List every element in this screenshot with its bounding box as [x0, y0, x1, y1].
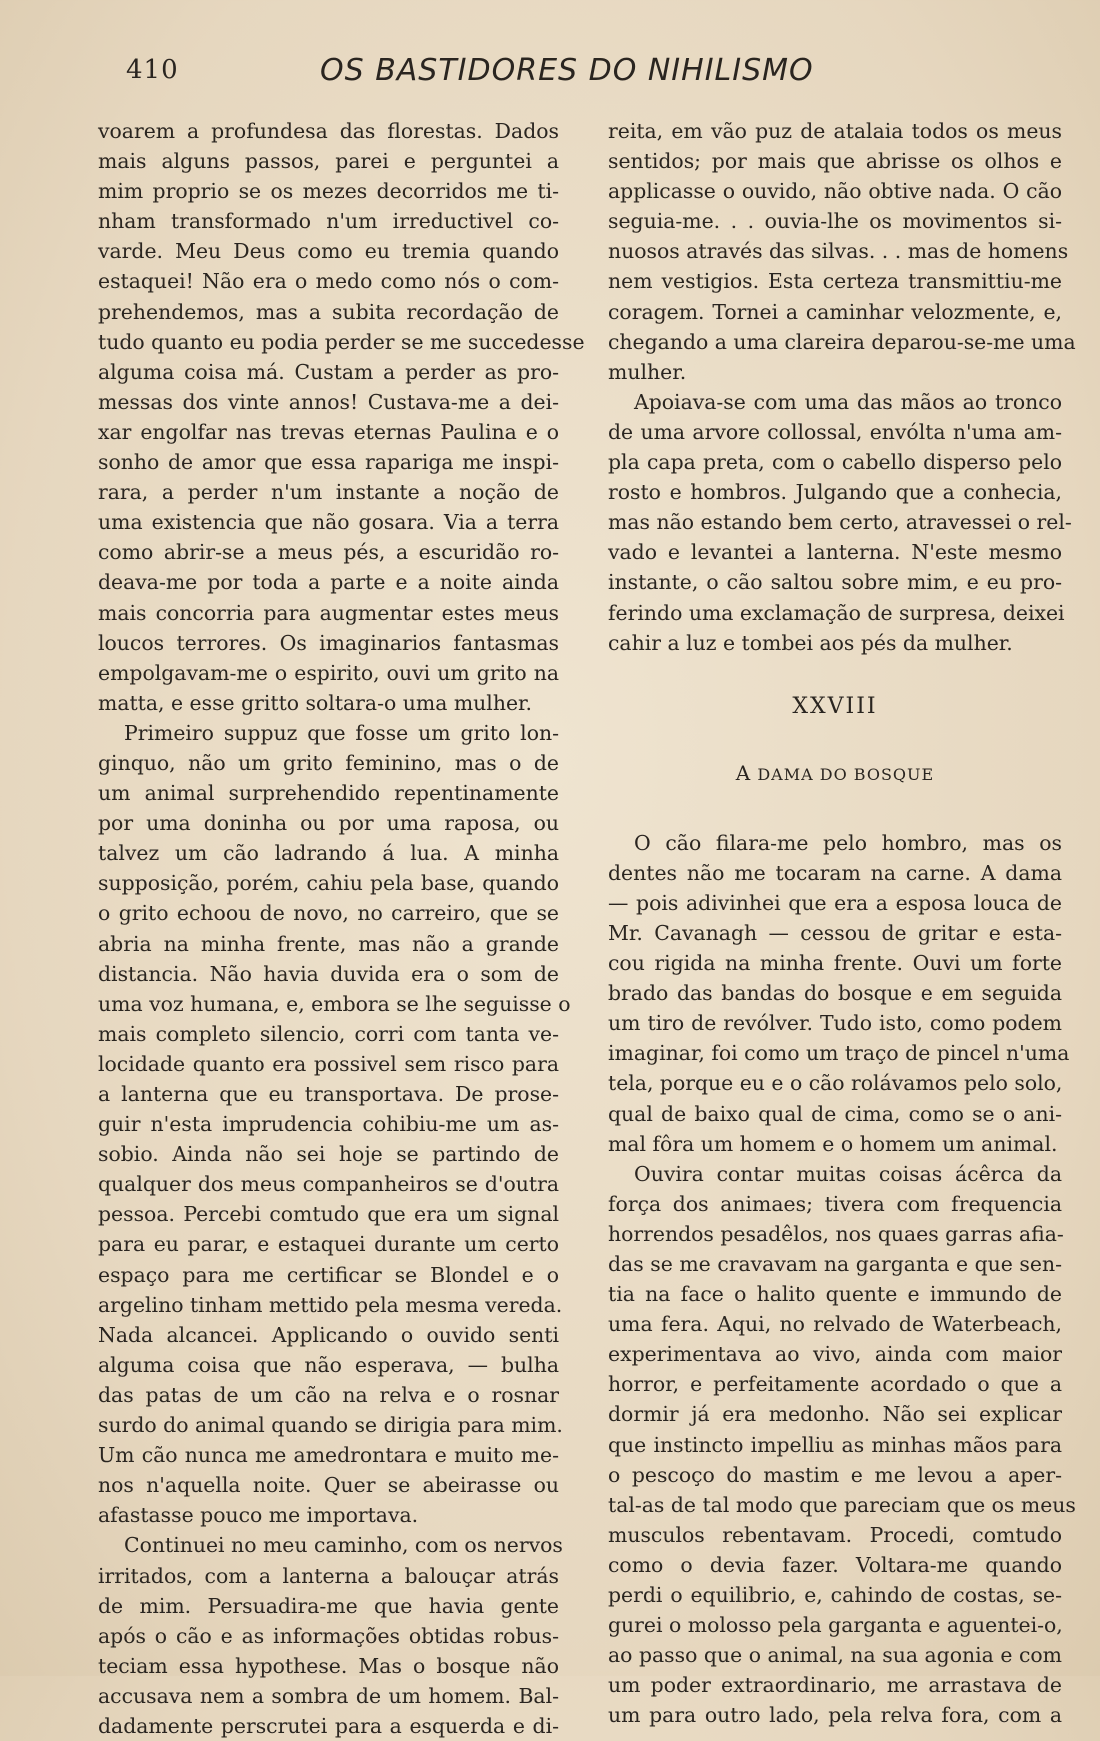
text-line: brado das bandas do bosque e em seguida: [608, 981, 1062, 1006]
text-line: como o devia fazer. Voltara-me quando: [608, 1552, 1062, 1577]
text-line: messas dos vinte annos! Custava-me a dei-: [98, 389, 559, 414]
text-line: pla capa preta, com o cabello disperso pelo: [608, 450, 1062, 475]
text-line: cahir a luz e tombei aos pés da mulher.: [608, 630, 1013, 655]
text-line: horror, e perfeitamente acordado o que a: [608, 1372, 1062, 1397]
text-line: dentes não me tocaram na carne. A dama: [608, 860, 1062, 885]
text-line: mais completo silencio, corri com tanta ve-: [98, 1021, 559, 1046]
text-line: matta, e esse gritto soltara-o uma mulher.: [98, 690, 533, 715]
text-line: perdi o equilibrio, e, cahindo de costas, se-: [608, 1583, 1062, 1608]
text-line: seguia-me. . . ouvia-lhe os movimentos si-: [608, 209, 1062, 234]
text-line: tal-as de tal modo que pareciam que os meus: [608, 1492, 1076, 1517]
text-line: supposição, porém, cahiu pela base, quando: [98, 871, 559, 896]
text-line: nham transformado n'um irreductivel co-: [98, 209, 559, 234]
text-line: força dos animaes; tivera com frequencia: [608, 1191, 1062, 1216]
text-line: o pescoço do mastim e me levou a aper-: [608, 1462, 1062, 1487]
text-line: horrendos pesadêlos, nos quaes garras afia-: [608, 1221, 1064, 1246]
text-line: empolgavam-me o espirito, ouvi um grito na: [98, 660, 559, 685]
text-line: por uma doninha ou por uma raposa, ou: [98, 811, 559, 836]
text-line: dormir já era medonho. Não sei explicar: [608, 1402, 1062, 1427]
text-line: accusava nem a sombra de um homem. Bal-: [98, 1683, 559, 1708]
text-line: sentidos; por mais que abrisse os olhos e: [608, 149, 1062, 174]
text-line: Um cão nunca me amedrontara e muito me-: [98, 1443, 559, 1468]
text-line: deava-me por toda a parte e a noite ainda: [98, 570, 559, 595]
text-line: um poder extraordinario, me arrastava de: [608, 1673, 1062, 1698]
text-line: ginquo, não um grito feminino, mas o de: [98, 750, 559, 775]
text-line: Primeiro suppuz que fosse um grito lon-: [124, 720, 559, 745]
text-line: como abrir-se a meus pés, a escuridão ro-: [98, 540, 559, 565]
text-line: talvez um cão ladrando á lua. A minha: [98, 841, 559, 866]
text-line: xar engolfar nas trevas eternas Paulina e o: [98, 419, 559, 444]
text-line: para eu parar, e estaquei durante um certo: [98, 1232, 559, 1257]
text-line: prehendemos, mas a subita recordação de: [98, 299, 559, 324]
text-line: chegando a uma clareira deparou-se-me uma: [608, 329, 1076, 354]
text-line: mulher.: [608, 359, 687, 384]
text-line: mas não estando bem certo, atravessei o rel-: [608, 510, 1072, 535]
text-line: nem vestigios. Esta certeza transmittiu-me: [608, 269, 1062, 294]
text-line: das patas de um cão na relva e o rosnar: [98, 1382, 559, 1407]
text-line: Continuei no meu caminho, com os nervos: [124, 1533, 563, 1558]
page-number: 410: [126, 55, 179, 85]
text-line: estaquei! Não era o medo como nós o com-: [98, 269, 559, 294]
text-line: qualquer dos meus companheiros se d'outra: [98, 1172, 559, 1197]
text-line: abria na minha frente, mas não a grande: [98, 931, 559, 956]
text-line: rosto e hombros. Julgando que a conhecia,: [608, 480, 1062, 505]
text-line: locidade quanto era possivel sem risco para: [98, 1051, 559, 1076]
text-line: o grito echoou de novo, no carreiro, que se: [98, 901, 559, 926]
text-line: tia na face o halito quente e immundo de: [608, 1282, 1062, 1307]
text-line: após o cão e as informações obtidas robus-: [98, 1623, 559, 1648]
text-line: tudo quanto eu podia perder se me succedesse: [98, 329, 585, 354]
chapter-number: XXVIII: [792, 693, 878, 719]
text-line: surdo do animal quando se dirigia para mim.: [98, 1413, 563, 1438]
text-line: coragem. Tornei a caminhar velozmente, e,: [608, 299, 1062, 324]
text-line: qual de baixo qual de cima, como se o ani-: [608, 1101, 1062, 1126]
text-line: guir n'esta imprudencia cohibiu-me um as-: [98, 1112, 559, 1137]
text-line: gurei o molosso pela garganta e aguentei-o,: [608, 1613, 1063, 1638]
text-line: nuosos através das silvas. . . mas de homens: [608, 239, 1069, 264]
text-line: irritados, com a lanterna a balouçar atrás: [98, 1563, 559, 1588]
text-line: uma fera. Aqui, no relvado de Waterbeach,: [608, 1312, 1062, 1337]
text-line: um tiro de revólver. Tudo isto, como podem: [608, 1011, 1062, 1036]
text-line: uma existencia que não gosara. Via a terra: [98, 510, 559, 535]
text-line: mal fôra um homem e o homem um animal.: [608, 1131, 1058, 1156]
text-line: rara, a perder n'um instante a noção de: [98, 480, 559, 505]
text-line: mim proprio se os mezes decorridos me ti-: [98, 179, 559, 204]
text-line: alguma coisa má. Custam a perder as pro-: [98, 359, 559, 384]
text-line: mais concorria para augmentar estes meus: [98, 600, 559, 625]
text-line: mais alguns passos, parei e perguntei a: [98, 149, 559, 174]
text-line: espaço para me certificar se Blondel e o: [98, 1262, 559, 1287]
text-line: sobio. Ainda não sei hoje se partindo de: [98, 1142, 559, 1167]
text-line: distancia. Não havia duvida era o som de: [98, 961, 559, 986]
text-line: de uma arvore collossal, envólta n'uma am-: [608, 419, 1062, 444]
chapter-title-initial: A: [735, 760, 752, 785]
text-line: Apoiava-se com uma das mãos ao tronco: [634, 389, 1062, 414]
right-column-top-text: [608, 116, 1076, 658]
text-line: alguma coisa que não esperava, — bulha: [98, 1352, 559, 1377]
text-line: das se me cravavam na garganta e que sen-: [608, 1252, 1062, 1276]
text-line: dadamente perscrutei para a esquerda e di-: [98, 1713, 559, 1738]
text-line: varde. Meu Deus como eu tremia quando: [98, 239, 559, 264]
text-line: Ouvira contar muitas coisas ácêrca da: [634, 1161, 1062, 1186]
text-line: ao passo que o animal, na sua agonia e com: [608, 1643, 1062, 1668]
text-line: voarem a profundesa das florestas. Dados: [98, 119, 559, 143]
text-line: teciam essa hypothese. Mas o bosque não: [98, 1653, 559, 1678]
right-column: [608, 116, 1076, 1731]
text-line: ferindo uma exclamação de surpresa, deixei: [608, 600, 1065, 625]
text-line: reita, em vão puz de atalaia todos os meus: [608, 119, 1062, 143]
text-line: uma voz humana, e, embora se lhe seguisse o: [98, 991, 571, 1016]
text-line: argelino tinham mettido pela mesma vereda.: [98, 1292, 563, 1317]
text-line: tela, porque eu e o cão rolávamos pelo solo,: [608, 1071, 1063, 1096]
text-line: Mr. Cavanagh — cessou de gritar e esta-: [608, 920, 1062, 945]
text-line: vado e levantei a lanterna. N'este mesmo: [608, 540, 1062, 565]
text-line: musculos rebentavam. Procedi, comtudo: [608, 1522, 1062, 1547]
text-line: afastasse pouco me importava.: [98, 1503, 419, 1528]
right-column-bottom-text: [608, 828, 1076, 1731]
text-line: nos n'aquella noite. Quer se abeirasse ou: [98, 1473, 559, 1498]
text-line: applicasse o ouvido, não obtive nada. O cão: [608, 179, 1062, 204]
text-line: — pois adivinhei que era a esposa louca de: [608, 890, 1062, 915]
left-column: [98, 116, 585, 1741]
text-line: instante, o cão saltou sobre mim, e eu pro-: [608, 570, 1062, 595]
text-line: O cão filara-me pelo hombro, mas os: [634, 830, 1062, 855]
text-line: que instincto impelliu as minhas mãos para: [608, 1432, 1062, 1457]
text-line: experimentava ao vivo, ainda com maior: [608, 1342, 1062, 1367]
text-line: a lanterna que eu transportava. De prose-: [98, 1082, 559, 1106]
running-title: OS BASTIDORES DO NIHILISMO: [320, 53, 814, 88]
text-line: Nada alcancei. Applicando o ouvido senti: [98, 1322, 559, 1347]
text-line: um para outro lado, pela relva fora, com a: [608, 1703, 1062, 1728]
text-line: imaginar, foi como um traço de pincel n'uma: [608, 1041, 1070, 1066]
text-line: um animal surprehendido repentinamente: [98, 781, 559, 806]
chapter-title-text: DAMA DO BOSQUE: [757, 764, 935, 784]
text-line: pessoa. Percebi comtudo que era um signal: [98, 1202, 559, 1227]
text-line: cou rigida na minha frente. Ouvi um forte: [608, 951, 1062, 976]
text-line: sonho de amor que essa rapariga me inspi-: [98, 450, 559, 475]
chapter-title: [608, 758, 1062, 784]
text-line: de mim. Persuadira-me que havia gente: [98, 1593, 559, 1618]
text-line: loucos terrores. Os imaginarios fantasmas: [98, 630, 559, 655]
